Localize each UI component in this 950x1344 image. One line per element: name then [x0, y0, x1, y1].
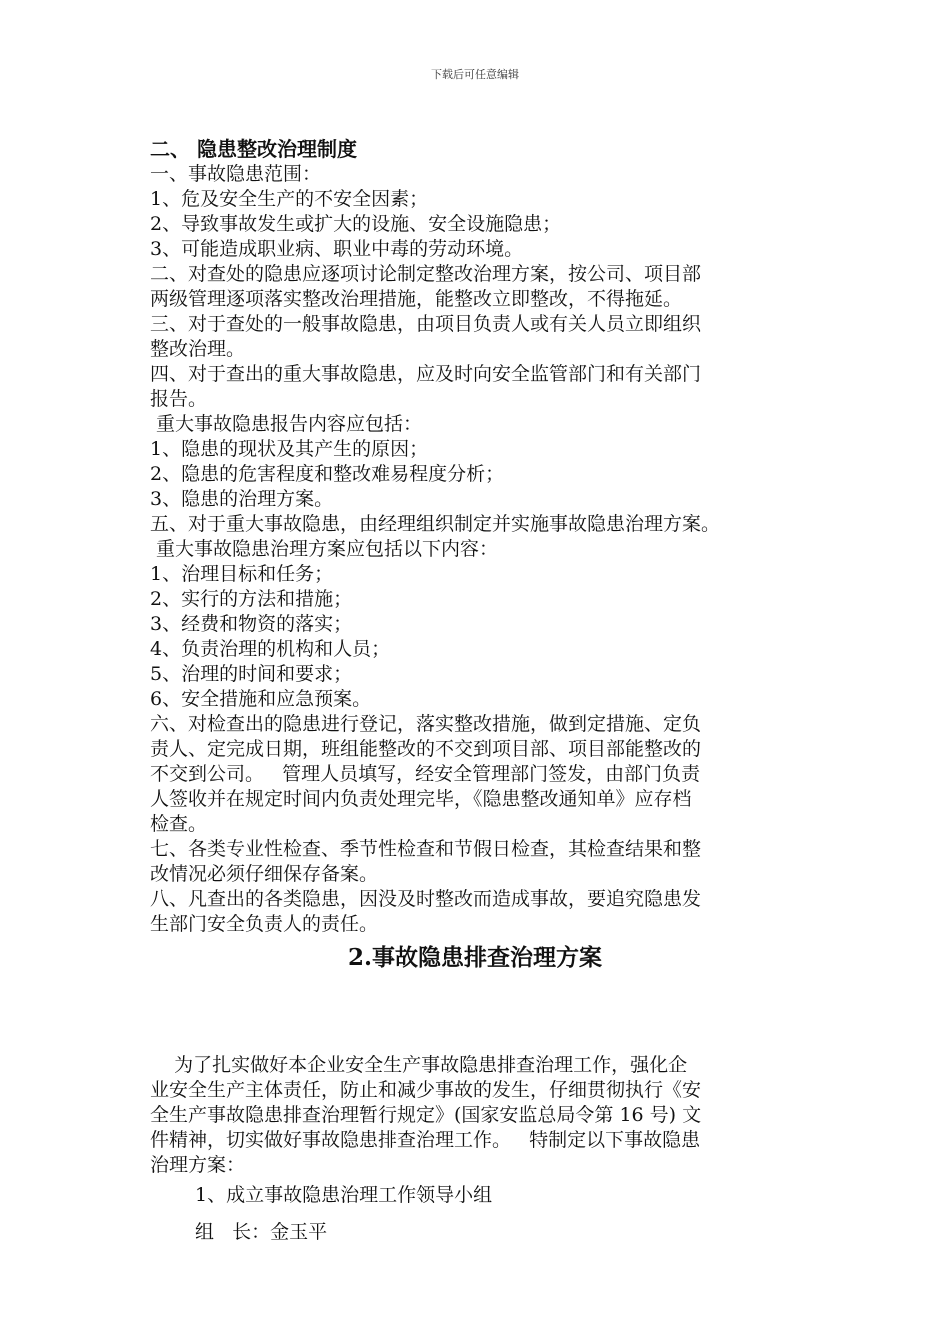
body-line: 1、治理目标和任务；	[150, 563, 334, 585]
body-line: 6、安全措施和应急预案。	[150, 688, 372, 710]
body-line: 4、负责治理的机构和人员；	[150, 638, 391, 660]
body-line: 2、隐患的危害程度和整改难易程度分析；	[150, 463, 505, 485]
section-1-body	[150, 162, 810, 937]
leader-label: 组 长：	[195, 1221, 271, 1243]
body-line: 六、对检查出的隐患进行登记，落实整改措施，做到定措施、定负	[150, 713, 702, 735]
body-line: 3、可能造成职业病、职业中毒的劳动环境。	[150, 238, 524, 260]
body-line: 3、经费和物资的落实；	[150, 613, 353, 635]
body-line: 七、各类专业性检查、季节性检查和节假日检查，其检查结果和整	[150, 838, 702, 860]
paragraph-line: 治理方案：	[150, 1154, 246, 1176]
body-line: 二、对查处的隐患应逐项讨论制定整改治理方案，按公司、项目部	[150, 263, 702, 285]
body-line: 2、导致事故发生或扩大的设施、安全设施隐患；	[150, 213, 562, 235]
body-line: 不交到公司。 管理人员填写，经安全管理部门签发，由部门负责	[150, 763, 701, 785]
body-line: 三、对于查处的一般事故隐患，由项目负责人或有关人员立即组织	[150, 313, 702, 335]
body-line: 八、凡查出的各类隐患，因没及时整改而造成事故，要追究隐患发	[150, 888, 702, 910]
body-line: 责人、定完成日期，班组能整改的不交到项目部、项目部能整改的	[150, 738, 702, 760]
body-line: 重大事故隐患报告内容应包括：	[150, 413, 423, 435]
body-line: 检查。	[150, 813, 208, 835]
body-line: 人签收并在规定时间内负责处理完毕，《隐患整改通知单》应存档	[150, 788, 692, 810]
paragraph-line: 业安全生产主体责任，防止和减少事故的发生，仔细贯彻执行《安	[150, 1079, 702, 1101]
paragraph-line: 为了扎实做好本企业安全生产事故隐患排查治理工作，强化企	[150, 1054, 688, 1076]
body-line: 2、实行的方法和措施；	[150, 588, 353, 610]
body-line: 5、治理的时间和要求；	[150, 663, 353, 685]
body-line: 两级管理逐项落实整改治理措施，能整改立即整改，不得拖延。	[150, 288, 683, 310]
leader-name: 金玉平	[270, 1221, 328, 1243]
paragraph-line: 件精神，切实做好事故隐患排查治理工作。 特制定以下事故隐患	[150, 1129, 701, 1151]
list-item-leading-group: 1、成立事故隐患治理工作领导小组	[195, 1184, 493, 1206]
section-1-title: 二、 隐患整改治理制度	[150, 137, 357, 161]
paragraph-line: 全生产事故隐患排查治理暂行规定》(国家安监总局令第 16 号) 文	[150, 1104, 702, 1126]
leader-row	[195, 1220, 327, 1245]
section-2-title: 2.事故隐患排查治理方案	[347, 944, 602, 971]
body-line: 1、隐患的现状及其产生的原因；	[150, 438, 429, 460]
body-line: 3、隐患的治理方案。	[150, 488, 334, 510]
body-line: 四、对于查出的重大事故隐患，应及时向安全监管部门和有关部门	[150, 363, 702, 385]
body-line: 生部门安全负责人的责任。	[150, 913, 379, 935]
body-line: 整改治理。	[150, 338, 246, 360]
body-line: 1、危及安全生产的不安全因素；	[150, 188, 429, 210]
body-line: 重大事故隐患治理方案应包括以下内容：	[150, 538, 499, 560]
body-line: 改情况必须仔细保存备案。	[150, 863, 379, 885]
section-2-paragraph	[150, 1053, 810, 1178]
body-line: 五、对于重大事故隐患，由经理组织制定并实施事故隐患治理方案。	[150, 513, 721, 535]
body-line: 报告。	[150, 388, 208, 410]
page-header: 下载后可任意编辑	[431, 68, 519, 81]
body-line: 一、事故隐患范围：	[150, 163, 322, 185]
